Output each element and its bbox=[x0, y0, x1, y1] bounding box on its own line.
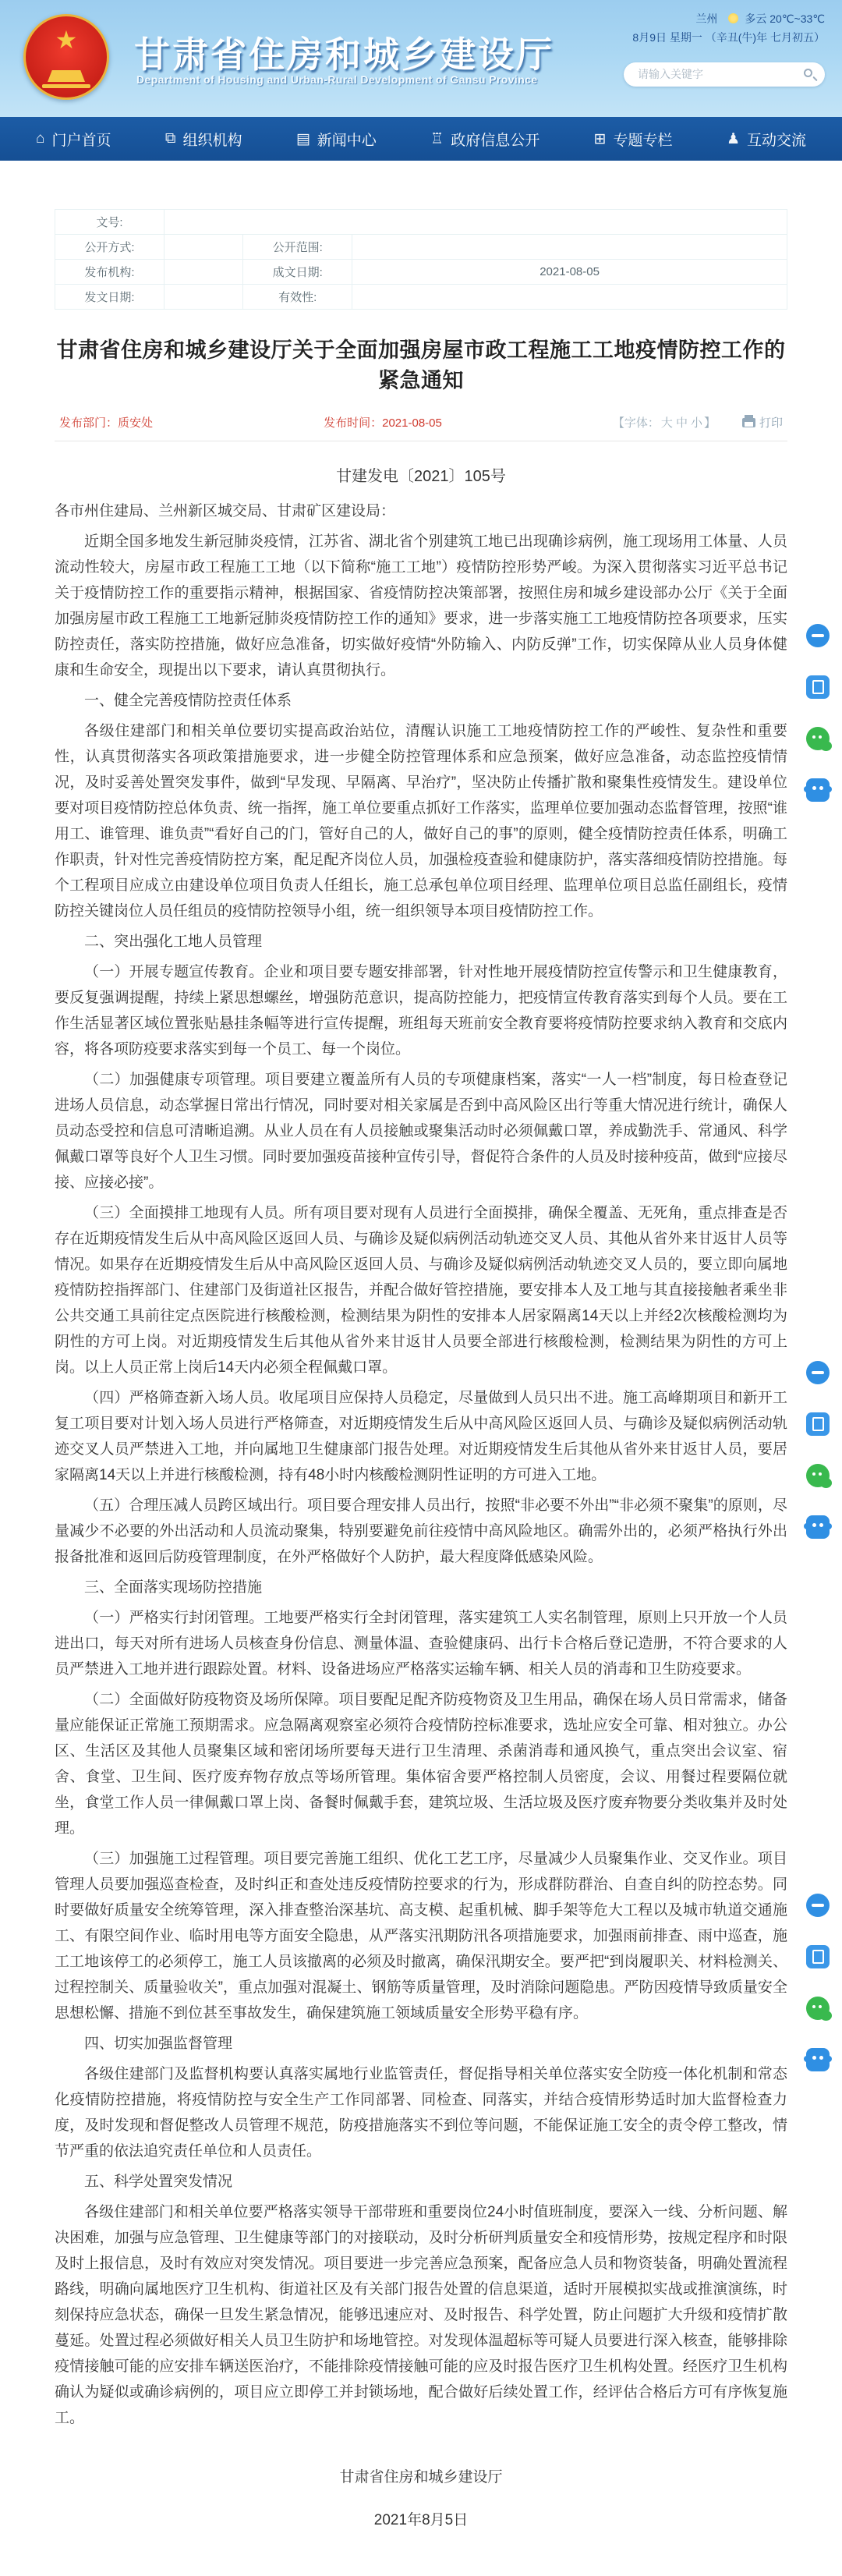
publisher-label: 发布机构: bbox=[55, 260, 165, 285]
weather-condition: 多云 bbox=[745, 12, 767, 25]
weather-city: 兰州 bbox=[695, 12, 718, 25]
article-paragraph: （五）合理压减人员跨区域出行。项目要合理安排人员出行，按照“非必要不外出”“非必须不聚集”的原则，尽量减少不必要的外出活动和人员流动聚集，特别要避免前往疫情中高风险地区。确需外出的，必须严格执行外出报备批准和返回后防疫管理制度，在外严格做好个人防护，最大程度降低感染风险。 bbox=[55, 1497, 787, 1565]
article-paragraph: （二）加强健康专项管理。项目要建立覆盖所有人员的专项健康档案，落实“一人一档”制度，每日检查登记进场人员信息，动态掌握日常出行情况，同时要对相关家属是否到中高风险区出行等重大情况进行统计，确保人员动态受控和信息可清晰追溯。从业人员在有人员接触或聚集活动时必须佩戴口罩，养成勤洗手、常通风、科学佩戴口罩等良好个人卫生习惯。同时要加强疫苗接种宣传引导，督促符合条件的人员及时接种疫苗，做到“应接尽接、应接必接”。 bbox=[55, 1072, 787, 1191]
national-emblem-logo bbox=[23, 14, 109, 100]
nav-glyph: ⊞ bbox=[593, 130, 607, 147]
nav-glyph: ♟ bbox=[726, 130, 740, 147]
home-icon[interactable] bbox=[36, 129, 111, 150]
header-info bbox=[632, 9, 825, 47]
document-number: 甘建发电〔2021〕105号 bbox=[336, 468, 506, 485]
signature-organization: 甘肃省住房和城乡建设厅 bbox=[339, 2469, 503, 2486]
comment-bubble-icon[interactable] bbox=[806, 1894, 830, 1917]
open-scope-label: 公开范围: bbox=[243, 235, 352, 260]
emblem-gate-icon bbox=[48, 70, 85, 82]
print-button[interactable] bbox=[742, 414, 783, 431]
nav-item-label: 门户首页 bbox=[51, 132, 111, 149]
people-icon[interactable] bbox=[727, 129, 806, 150]
written-date-value: 2021-08-05 bbox=[352, 260, 787, 285]
font-size-prefix: 【字体： bbox=[612, 416, 660, 430]
article-paragraph: （一）严格实行封闭管理。工地要严格实行全封闭管理，落实建筑工人实名制管理，原则上只开放一个人员进出口，每天对所有进场人员核查身份信息、测量体温、查验健康码、出行卡合格后登记造册，不符合要求的人员严禁进入工地并进行跟踪处置。材料、设备进场应严格落实运输车辆、相关人员的消毒和卫生防疫要求。 bbox=[55, 1610, 787, 1678]
site-header bbox=[0, 0, 842, 117]
date-line: 8月9日 星期一 （辛丑(牛)年 七月初五） bbox=[632, 31, 825, 44]
article-tools bbox=[613, 414, 783, 431]
article-paragraph: 三、全面落实现场防控措施 bbox=[84, 1579, 263, 1596]
share-card-icon[interactable] bbox=[806, 1945, 830, 1968]
open-mode-label: 公开方式: bbox=[55, 235, 165, 260]
publish-dept bbox=[59, 414, 153, 431]
robot-assistant-icon[interactable] bbox=[806, 1515, 830, 1539]
doc-no-label: 文号: bbox=[55, 210, 165, 235]
nav-glyph: ▤ bbox=[295, 130, 310, 147]
site-title: 甘肃省住房和城乡建设厅 bbox=[134, 34, 554, 75]
gov-building-icon[interactable] bbox=[430, 129, 540, 150]
share-card-icon[interactable] bbox=[806, 1412, 830, 1436]
publish-dept-label: 发布部门： bbox=[59, 416, 119, 430]
article-paragraph: 五、科学处置突发情况 bbox=[84, 2174, 233, 2190]
emblem-gate-base-icon bbox=[42, 84, 90, 88]
nav-item-label: 政府信息公开 bbox=[451, 132, 540, 149]
search-box bbox=[624, 62, 825, 87]
article-paragraph: （三）全面摸排工地现有人员。所有项目要对现有人员进行全面摸排，确保全覆盖、无死角，重点排查是否存在近期疫情发生后从中高风险区返回人员、与确诊及疑似病例活动轨迹交叉人员、其他从省外来甘返甘人员等情况。如果存在近期疫情发生后从中高风险区返回人员、与确诊及疑似病例活动轨迹交叉人员的，要立即向属地疫情防控指挥部门、住建部门及街道社区报告，并配合做好管控措施，要安排本人及工地与其直接接触者乘坐非公共交通工具前往定点医院进行核酸检测，检测结果为阴性的安排本人居家隔离14天以上并经2次核酸检测均为阴性的方可上岗。对近期疫情发生后其他从省外来甘返甘人员要全部进行核酸检测，检测结果为阴性的方可上岗。以上人员正常上岗后14天内必须全程佩戴口罩。 bbox=[55, 1205, 787, 1376]
nav-item-label: 新闻中心 bbox=[317, 132, 377, 149]
article-paragraph: 各级住建部门和相关单位要严格落实领导干部带班和重要岗位24小时值班制度，要深入一线、分析问题、解决困难，加强与应急管理、卫生健康等部门的对接联动，及时分析研判质量安全和疫情形势，按规定程序和时限及时上报信息，及时有效应对突发情况。项目要进一步完善应急预案，配备应急人员和物资装备，明确处置流程路线，明确向属地医疗卫生机构、街道社区及有关部门报告处置的信息渠道，适时开展模拟实战或推演演练，时刻保持应急状态，确保一旦发生紧急情况，能够迅速应对、及时报告、科学处置，防止问题扩大升级和疫情扩散蔓延。处置过程必须做好相关人员卫生防护和场地管控。对发现体温超标等可疑人员要进行深入核查，能够排除疫情接触可能的应安排车辆送医治疗，不能排除疫情接触可能的应及时报告医疗卫生机构处置。经医疗卫生机构确认为疑似或确诊病例的，项目应立即停工并封锁场地，配合做好后续处置工作，经评估合格后方可有序恢复施工。 bbox=[55, 2204, 787, 2426]
font-size-large-button[interactable]: 大 bbox=[660, 416, 673, 430]
nav-glyph: ♖ bbox=[430, 130, 444, 147]
weather-temp: 20℃~33℃ bbox=[769, 12, 825, 25]
validity-value bbox=[352, 285, 787, 310]
print-label: 打印 bbox=[759, 416, 783, 430]
font-size-small-button[interactable]: 小 bbox=[690, 416, 702, 430]
nav-glyph: ⧉ bbox=[165, 130, 176, 147]
share-card-icon[interactable] bbox=[806, 675, 830, 699]
org-chart-icon[interactable] bbox=[165, 129, 242, 150]
article-paragraph: （二）全面做好防疫物资及场所保障。项目要配足配齐防疫物资及卫生用品，确保在场人员日常需求，储备量应能保证正常施工预期需求。应急隔离观察室必须符合疫情防控标准要求，选址应安全可靠、相对独立。办公区、生活区及其他人员聚集区域和密闭场所要每天进行卫生清理、杀菌消毒和通风换气，重点突出会议室、宿舍、食堂、卫生间、医疗废弃物存放点等场所管理。集体宿舍要严格控制人员密度，会议、用餐过程要隔位就坐，食堂工作人员一律佩戴口罩上岗、备餐时佩戴手套，建筑垃圾、生活垃圾及医疗废弃物要分类收集并及时处理。 bbox=[55, 1692, 787, 1837]
main-nav bbox=[0, 117, 842, 161]
publisher-value bbox=[165, 260, 243, 285]
doc-no-value bbox=[165, 210, 787, 235]
printer-icon bbox=[742, 418, 755, 427]
validity-label: 有效性: bbox=[243, 285, 352, 310]
page-title: 甘肃省住房和城乡建设厅关于全面加强房屋市政工程施工工地疫情防控工作的紧急通知 bbox=[56, 338, 786, 392]
article-paragraph: 近期全国多地发生新冠肺炎疫情，江苏省、湖北省个别建筑工地已出现确诊病例，施工现场用工体量、人员流动性较大，房屋市政工程施工工地（以下简称“施工工地”）疫情防控形势严峻。为深入贯彻落实习近平总书记关于疫情防控工作的重要指示精神，根据国家、省疫情防控决策部署，按照住房和城乡建设部办公厅《关于全面加强房屋市政工程施工工地新冠肺炎疫情防控工作的通知》要求，进一步落实施工工地疫情防控各项要求，压实防控责任，落实防控措施，做好应急准备，切实做好疫情“外防输入、内防反弹”工作，切实保障从业人员身体健康和生命安全，现提出以下要求，请认真贯彻执行。 bbox=[55, 533, 787, 679]
font-size-suffix: 】 bbox=[703, 416, 716, 430]
wechat-icon[interactable] bbox=[806, 1464, 830, 1487]
float-share-bar-3 bbox=[806, 1894, 831, 2099]
news-icon[interactable] bbox=[296, 129, 377, 150]
open-mode-value bbox=[165, 235, 243, 260]
open-scope-value bbox=[352, 235, 787, 260]
wechat-icon[interactable] bbox=[806, 727, 830, 750]
article-paragraph: 各级住建部门及监督机构要认真落实属地行业监管责任，督促指导相关单位落实安全防疫一体化机制和常态化疫情防控措施，将疫情防控与安全生产工作同部署、同检查、同落实，并结合疫情形势适时加大监督检查力度，及时发现和督促整改人员管理不规范，防疫措施落实不到位等问题，不能保证施工安全的责令停工整改，情节严重的依法追究责任单位和人员责任。 bbox=[55, 2066, 787, 2160]
publish-time bbox=[324, 414, 442, 431]
nav-glyph: ⌂ bbox=[36, 130, 45, 147]
sun-icon bbox=[728, 13, 738, 23]
article-paragraph: （一）开展专题宣传教育。企业和项目要专题安排部署，针对性地开展疫情防控宣传警示和卫生健康教育，要反复强调提醒，持续上紧思想螺丝，增强防范意识，提高防控能力，把疫情宣传教育落实到每个人员。要在工作生活显著区域位置张贴悬挂条幅等进行宣传提醒，班组每天班前安全教育要将疫情防控要求纳入教育和交底内容，将各项防疫要求落实到每一个员工、每一个岗位。 bbox=[55, 964, 787, 1058]
font-size-selector bbox=[613, 414, 716, 431]
publish-time-value: 2021-08-05 bbox=[382, 416, 442, 430]
float-share-bar-1 bbox=[806, 624, 831, 830]
article-paragraph: 一、健全完善疫情防控责任体系 bbox=[84, 693, 292, 709]
article-body bbox=[55, 498, 787, 2431]
article-paragraph: 二、突出强化工地人员管理 bbox=[84, 934, 263, 950]
written-date-label: 成文日期: bbox=[243, 260, 352, 285]
weather-line bbox=[632, 9, 825, 28]
article-paragraph: 各市州住建局、兰州新区城交局、甘肃矿区建设局： bbox=[55, 503, 396, 519]
site-subtitle: Department of Housing and Urban-Rural Development of Gansu Province bbox=[136, 73, 538, 86]
article-content bbox=[55, 209, 787, 2576]
font-size-medium-button[interactable]: 中 bbox=[675, 416, 688, 430]
article-paragraph: 四、切实加强监督管理 bbox=[84, 2036, 233, 2052]
comment-bubble-icon[interactable] bbox=[806, 1361, 830, 1384]
publish-time-label: 发布时间： bbox=[324, 416, 383, 430]
nav-item-label: 专题专栏 bbox=[613, 132, 673, 149]
issue-date-value bbox=[165, 285, 243, 310]
nav-item-label: 互动交流 bbox=[746, 132, 806, 149]
signature-date: 2021年8月5日 bbox=[373, 2512, 469, 2528]
article-paragraph: （三）加强施工过程管理。项目要完善施工组织、优化工艺工序，尽量减少人员聚集作业、交叉作业。项目管理人员要加强巡查检查，及时纠正和查处违反疫情防控要求的行为，形成群防群治、自查自纠的防控态势。同时要做好质量安全统筹管理，深入排查整治深基坑、高支模、起重机械、脚手架等危大工程以及城市轨道交通施工、有限空间作业、临时用电等方面安全隐患，从严落实汛期防汛各项措施要求，加强雨前排查、雨中巡查，施工工地该停工的必须停工，施工人员该撤离的必须及时撤离，确保汛期安全。要严把“到岗履职关、材料检测关、过程控制关、质量验收关”，重点加强对混凝土、钢筋等质量管理，及时消除问题隐患。严防因疫情导致质量安全思想松懈、措施不到位甚至事故发生，确保建筑施工领域质量安全形势平稳有序。 bbox=[55, 1851, 787, 2021]
article-meta-row bbox=[55, 414, 787, 431]
article-paragraph: （四）严格筛查新入场人员。收尾项目应保持人员稳定，尽量做到人员只出不进。施工高峰期项目和新开工复工项目要对计划入场人员进行严格筛查，对近期疫情发生后从中高风险区返回人员、与确诊及疑似病例活动轨迹交叉人员严禁进入工地，并向属地卫生健康部门报告处理。对近期疫情发生后其他从省外来甘返甘人员，要居家隔离14天以上并进行核酸检测，持有48小时内核酸检测阴性证明的方可进入工地。 bbox=[55, 1390, 787, 1483]
document-meta-table bbox=[55, 209, 787, 310]
search-icon[interactable] bbox=[804, 69, 812, 77]
nav-item-label: 组织机构 bbox=[182, 132, 242, 149]
comment-bubble-icon[interactable] bbox=[806, 624, 830, 647]
issue-date-label: 发文日期: bbox=[55, 285, 165, 310]
emblem-star-icon: ★ bbox=[55, 26, 78, 54]
grid-icon[interactable] bbox=[594, 129, 673, 150]
robot-assistant-icon[interactable] bbox=[806, 2048, 830, 2071]
robot-assistant-icon[interactable] bbox=[806, 778, 830, 802]
publish-dept-value: 质安处 bbox=[118, 416, 154, 430]
float-share-bar-2 bbox=[806, 1361, 831, 1567]
search-input[interactable] bbox=[636, 62, 792, 85]
wechat-icon[interactable] bbox=[806, 1997, 830, 2020]
article-paragraph: 各级住建部门和相关单位要切实提高政治站位，清醒认识施工工地疫情防控工作的严峻性、复杂性和重要性，认真贯彻落实各项政策措施要求，进一步健全防控管理体系和应急预案，做好应急准备，动态监控疫情情况，及时妥善处置突发事件，做到“早发现、早隔离、早治疗”，坚决防止传播扩散和聚集性疫情发生。建设单位要对项目疫情防控总体负责、统一指挥，施工单位要重点抓好工作落实，监理单位要加强动态监督管理，按照“谁用工、谁管理、谁负责”“看好自己的门，管好自己的人，做好自己的事”的原则，健全疫情防控责任体系，明确工作职责，针对性完善疫情防控方案，配足配齐岗位人员，加强检疫查验和健康防护，落实落细疫情防控措施。每个工程项目应成立由建设单位项目负责人任组长，施工总承包单位项目经理、监理单位项目总监任副组长，疫情防控关键岗位人员任组员的疫情防控领导小组，统一组织领导本项目疫情防控工作。 bbox=[55, 723, 787, 919]
